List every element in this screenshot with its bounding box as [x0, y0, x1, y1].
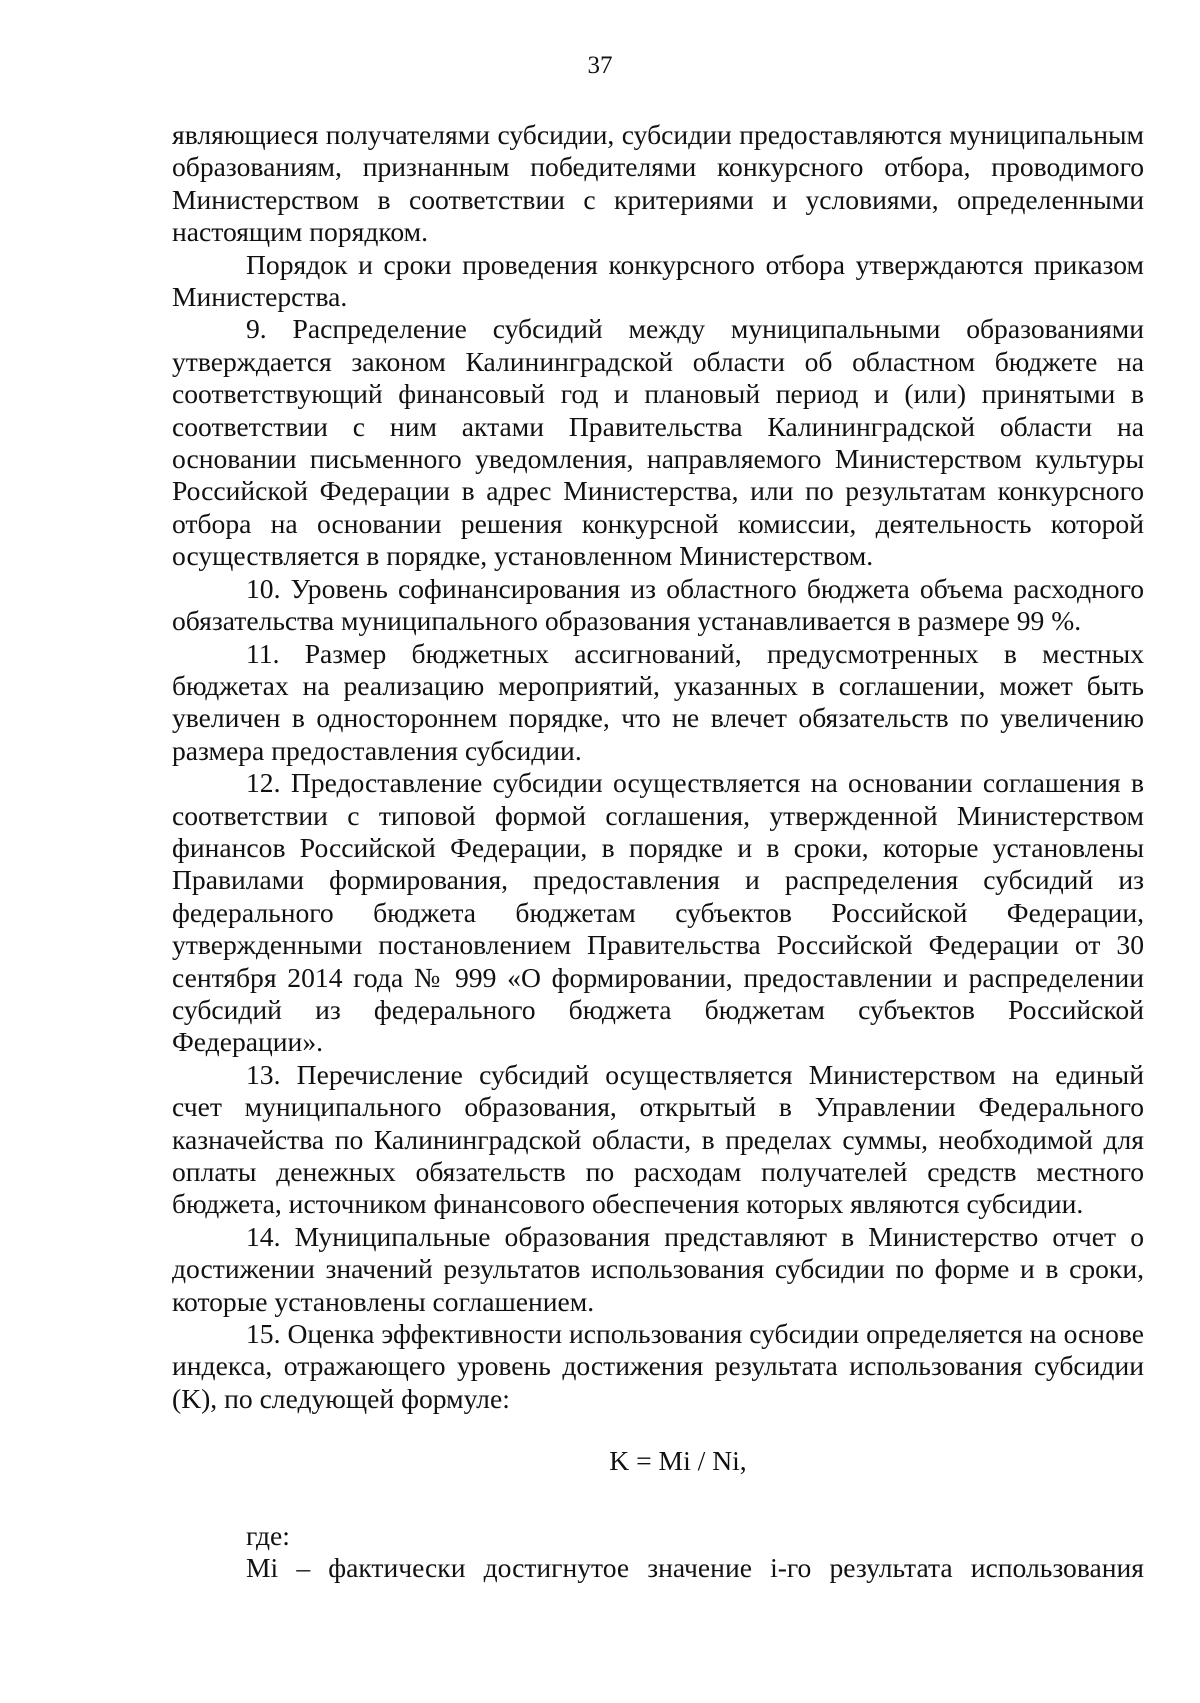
paragraph-11: 11. Размер бюджетных ассигнований, предусмотренных в местных бюджетах на реализацию мероприятий, указанных в соглашении, может быть увеличен в одностороннем порядке, что не влечет обязательств по увеличению размера предоставления субсидии. — [172, 637, 1144, 766]
paragraph-13: 13. Перечисление субсидий осуществляется Министерством на единый счет муниципального образования, открытый в Управлении Федерального казначейства по Калининградской области, в пределах суммы, необходимой для оплаты денежных обязательств по расходам получателей средств местного бюджета, источником финансового обеспечения которых являются субсидии. — [172, 1058, 1144, 1220]
definition-mi: Mi – фактически достигнутое значение i-го результата использования — [246, 1552, 1144, 1584]
where-label: где: — [246, 1519, 290, 1551]
paragraph-continuation: являющиеся получателями субсидии, субсидии предоставляются муниципальным образованиям, признанным победителями конкурсного отбора, проводимого Министерством в соответствии с критериями и условиями, определенными настоящим порядком. — [172, 119, 1144, 248]
paragraph-14: 14. Муниципальные образования представляют в Министерство отчет о достижении значений результатов использования субсидии по форме и в сроки, которые установлены соглашением. — [172, 1220, 1144, 1317]
paragraph-10: 10. Уровень софинансирования из областного бюджета объема расходного обязательства муниципального образования устанавливается в размере 99 %. — [172, 572, 1144, 637]
document-body — [172, 119, 1144, 1584]
paragraph-9: 9. Распределение субсидий между муниципальными образованиями утверждается законом Калининградской области об областном бюджете на соответствующий финансовый год и плановый период и (или) принятыми в соответствии с ним актами Правительства Калининградской области на основании письменного уведомления, направляемого Министерством культуры Российской Федерации в адрес Министерства, или по результатам конкурсного отбора на основании решения конкурсной комиссии, деятельность которой осуществляется в порядке, установленном Министерством. — [172, 313, 1144, 572]
paragraph-contest-procedure: Порядок и сроки проведения конкурсного отбора утверждаются приказом Министерства. — [172, 248, 1144, 313]
page-number: 37 — [587, 52, 613, 79]
paragraph-12: 12. Предоставление субсидии осуществляется на основании соглашения в соответствии с типовой формой соглашения, утвержденной Министерством финансов Российской Федерации, в порядке и в сроки, которые установлены Правилами формирования, предоставления и распределения субсидий из федерального бюджета бюджетам субъектов Российской Федерации, утвержденными постановлением Правительства Российской Федерации от 30 сентября 2014 года № 999 «О формировании, предоставлении и распределении субсидий из федерального бюджета бюджетам субъектов Российской Федерации». — [172, 767, 1144, 1058]
formula: K = Mi / Ni, — [609, 1445, 747, 1477]
paragraph-15: 15. Оценка эффективности использования субсидии определяется на основе индекса, отражающего уровень достижения результата использования субсидии (K), по следующей формуле: — [172, 1318, 1144, 1414]
